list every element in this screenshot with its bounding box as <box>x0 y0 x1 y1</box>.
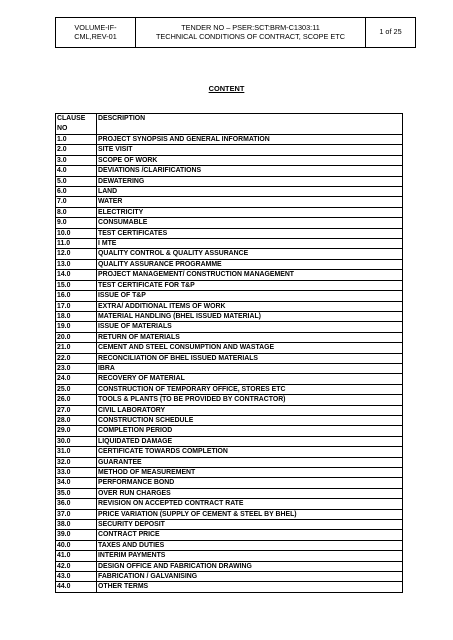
column-header-clause-line1: CLAUSE <box>57 115 86 122</box>
column-header-clause-no <box>56 114 97 135</box>
table-row <box>56 374 403 384</box>
document-header <box>55 17 416 48</box>
clause-description: LIQUIDATED DAMAGE <box>97 436 403 446</box>
clause-description: CERTIFICATE TOWARDS COMPLETION <box>97 447 403 457</box>
clause-description: RECONCILIATION OF BHEL ISSUED MATERIALS <box>97 353 403 363</box>
tender-number: TENDER NO – PSER:SCT:BRM-C1303:11 <box>181 23 320 32</box>
table-row <box>56 228 403 238</box>
table-row <box>56 415 403 425</box>
clause-description: RECOVERY OF MATERIAL <box>97 374 403 384</box>
table-row <box>56 561 403 571</box>
table-row <box>56 353 403 363</box>
clause-description: CONSTRUCTION SCHEDULE <box>97 415 403 425</box>
table-row <box>56 551 403 561</box>
table-row <box>56 343 403 353</box>
clause-description: OVER RUN CHARGES <box>97 488 403 498</box>
document-subject-cell <box>136 18 366 48</box>
clause-number: 29.0 <box>56 426 97 436</box>
clause-number: 22.0 <box>56 353 97 363</box>
clause-number: 25.0 <box>56 384 97 394</box>
clause-description: PRICE VARIATION (SUPPLY OF CEMENT & STEEL BY BHEL) <box>97 509 403 519</box>
clause-number: 28.0 <box>56 415 97 425</box>
clause-description: ISSUE OF MATERIALS <box>97 322 403 332</box>
clause-description: PROJECT MANAGEMENT/ CONSTRUCTION MANAGEMENT <box>97 270 403 280</box>
table-row <box>56 155 403 165</box>
table-row <box>56 322 403 332</box>
clause-description: PERFORMANCE BOND <box>97 478 403 488</box>
clause-number: 31.0 <box>56 447 97 457</box>
clause-description: MATERIAL HANDLING (BHEL ISSUED MATERIAL) <box>97 311 403 321</box>
clause-description: TEST CERTIFICATE FOR T&P <box>97 280 403 290</box>
clause-number: 33.0 <box>56 468 97 478</box>
clause-description: DESIGN OFFICE AND FABRICATION DRAWING <box>97 561 403 571</box>
clause-description: TEST CERTIFICATES <box>97 228 403 238</box>
clause-description: TOOLS & PLANTS (TO BE PROVIDED BY CONTRACTOR) <box>97 395 403 405</box>
clause-description: I MTE <box>97 239 403 249</box>
clause-number: 34.0 <box>56 478 97 488</box>
clause-description: REVISION ON ACCEPTED CONTRACT RATE <box>97 499 403 509</box>
page-title: CONTENT <box>208 84 245 93</box>
table-row <box>56 457 403 467</box>
clause-number: 11.0 <box>56 239 97 249</box>
table-row <box>56 176 403 186</box>
clause-description: FABRICATION / GALVANISING <box>97 572 403 582</box>
clause-number: 40.0 <box>56 540 97 550</box>
clause-number: 1.0 <box>56 135 97 145</box>
table-row <box>56 488 403 498</box>
table-row <box>56 395 403 405</box>
clause-description: METHOD OF MEASUREMENT <box>97 468 403 478</box>
clause-description: QUALITY CONTROL & QUALITY ASSURANCE <box>97 249 403 259</box>
clause-number: 26.0 <box>56 395 97 405</box>
table-row <box>56 218 403 228</box>
clause-number: 8.0 <box>56 207 97 217</box>
table-row <box>56 301 403 311</box>
document-subject: TECHNICAL CONDITIONS OF CONTRACT, SCOPE ETC <box>155 31 346 41</box>
column-header-description: DESCRIPTION <box>97 114 403 135</box>
clause-description: ELECTRICITY <box>97 207 403 217</box>
clause-number: 38.0 <box>56 520 97 530</box>
clause-number: 35.0 <box>56 488 97 498</box>
clause-description: OTHER TERMS <box>97 582 403 592</box>
table-row <box>56 135 403 145</box>
clause-number: 39.0 <box>56 530 97 540</box>
clause-description: TAXES AND DUTIES <box>97 540 403 550</box>
clause-description: PROJECT SYNOPSIS AND GENERAL INFORMATION <box>97 135 403 145</box>
table-row <box>56 259 403 269</box>
table-row <box>56 426 403 436</box>
document-id <box>56 18 136 48</box>
table-row <box>56 207 403 217</box>
contents-table-body <box>56 114 403 593</box>
table-row <box>56 447 403 457</box>
table-row <box>56 520 403 530</box>
clause-description: SITE VISIT <box>97 145 403 155</box>
table-row <box>56 363 403 373</box>
clause-number: 14.0 <box>56 270 97 280</box>
clause-number: 42.0 <box>56 561 97 571</box>
table-row <box>56 332 403 342</box>
clause-number: 18.0 <box>56 311 97 321</box>
clause-description: EXTRA/ ADDITIONAL ITEMS OF WORK <box>97 301 403 311</box>
table-row <box>56 572 403 582</box>
table-row <box>56 436 403 446</box>
clause-description: IBRA <box>97 363 403 373</box>
table-row <box>56 270 403 280</box>
table-row <box>56 311 403 321</box>
clause-number: 16.0 <box>56 291 97 301</box>
table-row <box>56 291 403 301</box>
clause-number: 24.0 <box>56 374 97 384</box>
table-row <box>56 582 403 592</box>
table-row <box>56 145 403 155</box>
clause-description: CONTRACT PRICE <box>97 530 403 540</box>
table-row <box>56 187 403 197</box>
clause-description: QUALITY ASSURANCE PROGRAMME <box>97 259 403 269</box>
table-row <box>56 166 403 176</box>
clause-number: 21.0 <box>56 343 97 353</box>
clause-description: WATER <box>97 197 403 207</box>
clause-number: 15.0 <box>56 280 97 290</box>
clause-number: 43.0 <box>56 572 97 582</box>
clause-number: 36.0 <box>56 499 97 509</box>
clause-number: 17.0 <box>56 301 97 311</box>
table-row <box>56 405 403 415</box>
clause-number: 5.0 <box>56 176 97 186</box>
clause-description: DEWATERING <box>97 176 403 186</box>
clause-number: 27.0 <box>56 405 97 415</box>
table-row <box>56 280 403 290</box>
table-row <box>56 384 403 394</box>
clause-description: DEVIATIONS /CLARIFICATIONS <box>97 166 403 176</box>
clause-description: LAND <box>97 187 403 197</box>
clause-number: 9.0 <box>56 218 97 228</box>
clause-number: 12.0 <box>56 249 97 259</box>
clause-description: CONSTRUCTION OF TEMPORARY OFFICE, STORES ETC <box>97 384 403 394</box>
clause-description: RETURN OF MATERIALS <box>97 332 403 342</box>
table-row <box>56 478 403 488</box>
clause-description: CONSUMABLE <box>97 218 403 228</box>
clause-number: 19.0 <box>56 322 97 332</box>
table-row <box>56 468 403 478</box>
clause-description: SCOPE OF WORK <box>97 155 403 165</box>
clause-description: GUARANTEE <box>97 457 403 467</box>
table-row <box>56 239 403 249</box>
clause-number: 7.0 <box>56 197 97 207</box>
table-row <box>56 530 403 540</box>
table-row <box>56 197 403 207</box>
table-row <box>56 499 403 509</box>
document-id-line2: CML,REV-01 <box>74 31 117 41</box>
clause-number: 10.0 <box>56 228 97 238</box>
contents-table <box>55 113 403 593</box>
table-row <box>56 249 403 259</box>
table-row <box>56 509 403 519</box>
clause-number: 6.0 <box>56 187 97 197</box>
document-id-line1: VOLUME-IF- <box>74 23 117 32</box>
clause-number: 2.0 <box>56 145 97 155</box>
clause-description: CEMENT AND STEEL CONSUMPTION AND WASTAGE <box>97 343 403 353</box>
clause-number: 41.0 <box>56 551 97 561</box>
clause-number: 20.0 <box>56 332 97 342</box>
page-number: 1 of 25 <box>366 18 416 48</box>
clause-number: 23.0 <box>56 363 97 373</box>
clause-number: 32.0 <box>56 457 97 467</box>
column-header-clause-line2: NO <box>57 124 68 132</box>
clause-number: 13.0 <box>56 259 97 269</box>
clause-number: 37.0 <box>56 509 97 519</box>
clause-description: ISSUE OF T&P <box>97 291 403 301</box>
clause-number: 44.0 <box>56 582 97 592</box>
clause-description: COMPLETION PERIOD <box>97 426 403 436</box>
clause-number: 30.0 <box>56 436 97 446</box>
clause-description: INTERIM PAYMENTS <box>97 551 403 561</box>
table-header-row <box>56 114 403 135</box>
table-row <box>56 540 403 550</box>
clause-description: CIVIL LABORATORY <box>97 405 403 415</box>
clause-description: SECURITY DEPOSIT <box>97 520 403 530</box>
clause-number: 3.0 <box>56 155 97 165</box>
clause-number: 4.0 <box>56 166 97 176</box>
